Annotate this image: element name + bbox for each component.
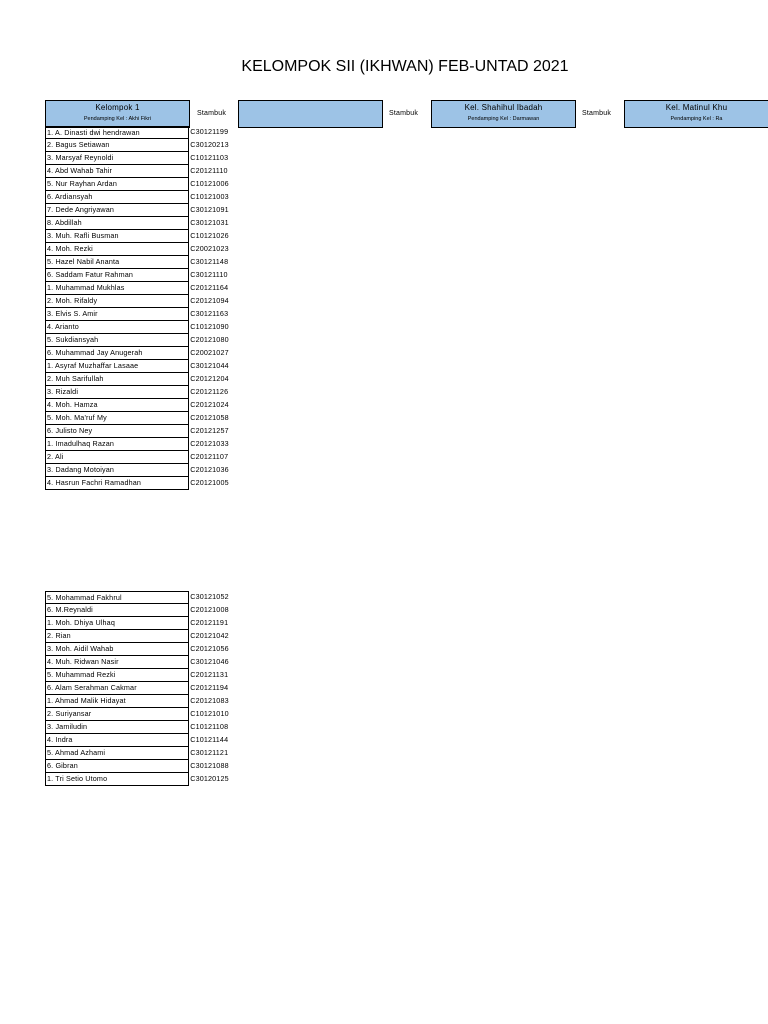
table-row	[45, 734, 235, 747]
table-row	[45, 656, 235, 669]
stambuk-code: C30121163	[190, 309, 229, 318]
stambuk-code: C20121036	[190, 465, 229, 474]
table-row	[45, 334, 235, 347]
table-row	[45, 152, 235, 165]
member-name: 3. Jamiludin	[45, 721, 189, 734]
stambuk-code: C20121204	[190, 374, 229, 383]
table-row	[45, 308, 235, 321]
stambuk-code: C10121090	[190, 322, 229, 331]
table-row	[45, 386, 235, 399]
member-name: 3. Rizaldi	[45, 386, 189, 399]
stambuk-code: C10121144	[190, 735, 229, 744]
stambuk-code: C30121091	[190, 205, 229, 214]
table-row	[45, 425, 235, 438]
table-row	[45, 243, 235, 256]
member-name: 4. Abd Wahab Tahir	[45, 165, 189, 178]
table-row	[45, 256, 235, 269]
member-table-1	[45, 126, 235, 490]
member-name: 1. Ahmad Malik Hidayat	[45, 695, 189, 708]
member-name: 1. Imadulhaq Razan	[45, 438, 189, 451]
table-row	[45, 708, 235, 721]
table-row	[45, 347, 235, 360]
table-row	[45, 695, 235, 708]
member-name: 1. Muhammad Mukhlas	[45, 282, 189, 295]
table-row	[45, 760, 235, 773]
group-name: Kel. Matinul Khu	[665, 103, 728, 112]
table-row	[45, 721, 235, 734]
stambuk-code: C20121005	[190, 478, 229, 487]
member-name: 1. A. Dinasti dwi hendrawan	[45, 126, 189, 139]
table-row	[45, 230, 235, 243]
member-name: 6. Saddam Fatur Rahman	[45, 269, 189, 282]
table-row	[45, 477, 235, 490]
group-mentor: Pendamping Kel : Ra	[670, 116, 723, 122]
table-row	[45, 139, 235, 152]
table-row	[45, 191, 235, 204]
group-header-4	[624, 100, 768, 128]
member-name: 4. Hasrun Fachri Ramadhan	[45, 477, 189, 490]
table-row	[45, 773, 235, 786]
stambuk-code: C30121052	[190, 592, 229, 601]
table-row	[45, 217, 235, 230]
stambuk-code: C20121194	[190, 683, 229, 692]
member-name: 2. Bagus Setiawan	[45, 139, 189, 152]
table-row	[45, 282, 235, 295]
group-mentor: Pendamping Kel : Darmawan	[467, 116, 540, 122]
table-row	[45, 126, 235, 139]
stambuk-code: C20121024	[190, 400, 229, 409]
stambuk-code: C30121110	[190, 270, 228, 279]
stambuk-header-3: Stambuk	[582, 110, 612, 117]
stambuk-code: C20121094	[190, 296, 229, 305]
member-name: 2. Rian	[45, 630, 189, 643]
member-name: 3. Elvis S. Amir	[45, 308, 189, 321]
member-name: 6. Gibran	[45, 760, 189, 773]
stambuk-code: C10121103	[190, 153, 229, 162]
member-name: 2. Muh Sarifullah	[45, 373, 189, 386]
member-name: 6. Julisto Ney	[45, 425, 189, 438]
table-row	[45, 399, 235, 412]
member-name: 2. Moh. Rifaldy	[45, 295, 189, 308]
stambuk-code: C10121006	[190, 179, 229, 188]
member-name: 8. Abdillah	[45, 217, 189, 230]
stambuk-code: C20121058	[190, 413, 229, 422]
stambuk-code: C30121088	[190, 761, 229, 770]
stambuk-code: C10121010	[190, 709, 229, 718]
stambuk-code: C30120125	[190, 774, 229, 783]
table-row	[45, 295, 235, 308]
stambuk-code: C20121042	[190, 631, 229, 640]
group-name: Kel. Shahihul Ibadah	[464, 103, 543, 112]
stambuk-code: C20121083	[190, 696, 229, 705]
member-name: 6. Alam Serahman Cakmar	[45, 682, 189, 695]
table-row	[45, 747, 235, 760]
stambuk-code: C30121199	[190, 127, 229, 136]
stambuk-code: C20121107	[190, 452, 229, 461]
group-header-1	[45, 100, 190, 128]
table-row	[45, 591, 235, 604]
group-header-3	[431, 100, 576, 128]
member-table-2	[45, 591, 235, 786]
table-row	[45, 373, 235, 386]
table-row	[45, 178, 235, 191]
stambuk-code: C30121148	[190, 257, 229, 266]
stambuk-header-2: Stambuk	[389, 110, 419, 117]
stambuk-code: C10121108	[190, 722, 229, 731]
stambuk-code: C10121003	[190, 192, 229, 201]
table-row	[45, 643, 235, 656]
table-row	[45, 269, 235, 282]
member-name: 4. Moh. Hamza	[45, 399, 189, 412]
stambuk-code: C10121026	[190, 231, 229, 240]
stambuk-header-1: Stambuk	[197, 110, 227, 117]
member-name: 5. Nur Rayhan Ardan	[45, 178, 189, 191]
member-name: 6. Muhammad Jay Anugerah	[45, 347, 189, 360]
table-row	[45, 604, 235, 617]
stambuk-code: C20121056	[190, 644, 229, 653]
group-mentor: Pendamping Kel : Akhi Fikri	[83, 116, 152, 122]
stambuk-code: C30121121	[190, 748, 229, 757]
member-name: 1. Asyraf Muzhaffar Lasaae	[45, 360, 189, 373]
stambuk-code: C20021023	[190, 244, 229, 253]
stambuk-code: C30120213	[190, 140, 229, 149]
table-row	[45, 682, 235, 695]
stambuk-code: C20121164	[190, 283, 229, 292]
stambuk-code: C20121008	[190, 605, 229, 614]
member-name: 7. Dede Angriyawan	[45, 204, 189, 217]
stambuk-code: C20121126	[190, 387, 229, 396]
member-name: 5. Sukdiansyah	[45, 334, 189, 347]
stambuk-code: C20021027	[190, 348, 229, 357]
stambuk-code: C20121257	[190, 426, 229, 435]
member-name: 1. Moh. Dhiya Ulhaq	[45, 617, 189, 630]
member-name: 5. Ahmad Azhami	[45, 747, 189, 760]
stambuk-code: C20121033	[190, 439, 229, 448]
member-name: 4. Moh. Rezki	[45, 243, 189, 256]
member-name: 6. Ardiansyah	[45, 191, 189, 204]
member-name: 3. Dadang Motoiyan	[45, 464, 189, 477]
member-name: 1. Tri Setio Utomo	[45, 773, 189, 786]
group-name: Kelompok 1	[95, 103, 140, 112]
table-row	[45, 451, 235, 464]
member-name: 2. Suriyansar	[45, 708, 189, 721]
table-row	[45, 321, 235, 334]
member-name: 3. Moh. Aidil Wahab	[45, 643, 189, 656]
member-name: 2. Ali	[45, 451, 189, 464]
member-name: 5. Moh. Ma'ruf My	[45, 412, 189, 425]
table-row	[45, 630, 235, 643]
stambuk-code: C20121191	[190, 618, 229, 627]
page-title: KELOMPOK SII (IKHWAN) FEB-UNTAD 2021	[241, 58, 569, 75]
stambuk-code: C20121080	[190, 335, 229, 344]
member-name: 4. Muh. Ridwan Nasir	[45, 656, 189, 669]
table-row	[45, 669, 235, 682]
stambuk-code: C30121031	[190, 218, 229, 227]
stambuk-code: C20121131	[190, 670, 229, 679]
member-name: 4. Arianto	[45, 321, 189, 334]
group-header-2	[238, 100, 383, 128]
member-name: 6. M.Reynaldi	[45, 604, 189, 617]
table-row	[45, 464, 235, 477]
stambuk-code: C30121044	[190, 361, 229, 370]
member-name: 5. Mohammad Fakhrul	[45, 591, 189, 604]
member-name: 3. Marsyaf Reynoldi	[45, 152, 189, 165]
member-name: 4. Indra	[45, 734, 189, 747]
table-row	[45, 438, 235, 451]
member-name: 5. Muhammad Rezki	[45, 669, 189, 682]
table-row	[45, 412, 235, 425]
table-row	[45, 204, 235, 217]
stambuk-code: C30121046	[190, 657, 229, 666]
stambuk-code: C20121110	[190, 166, 228, 175]
table-row	[45, 360, 235, 373]
member-name: 3. Muh. Rafli Busman	[45, 230, 189, 243]
table-row	[45, 165, 235, 178]
table-row	[45, 617, 235, 630]
member-name: 5. Hazel Nabil Ananta	[45, 256, 189, 269]
